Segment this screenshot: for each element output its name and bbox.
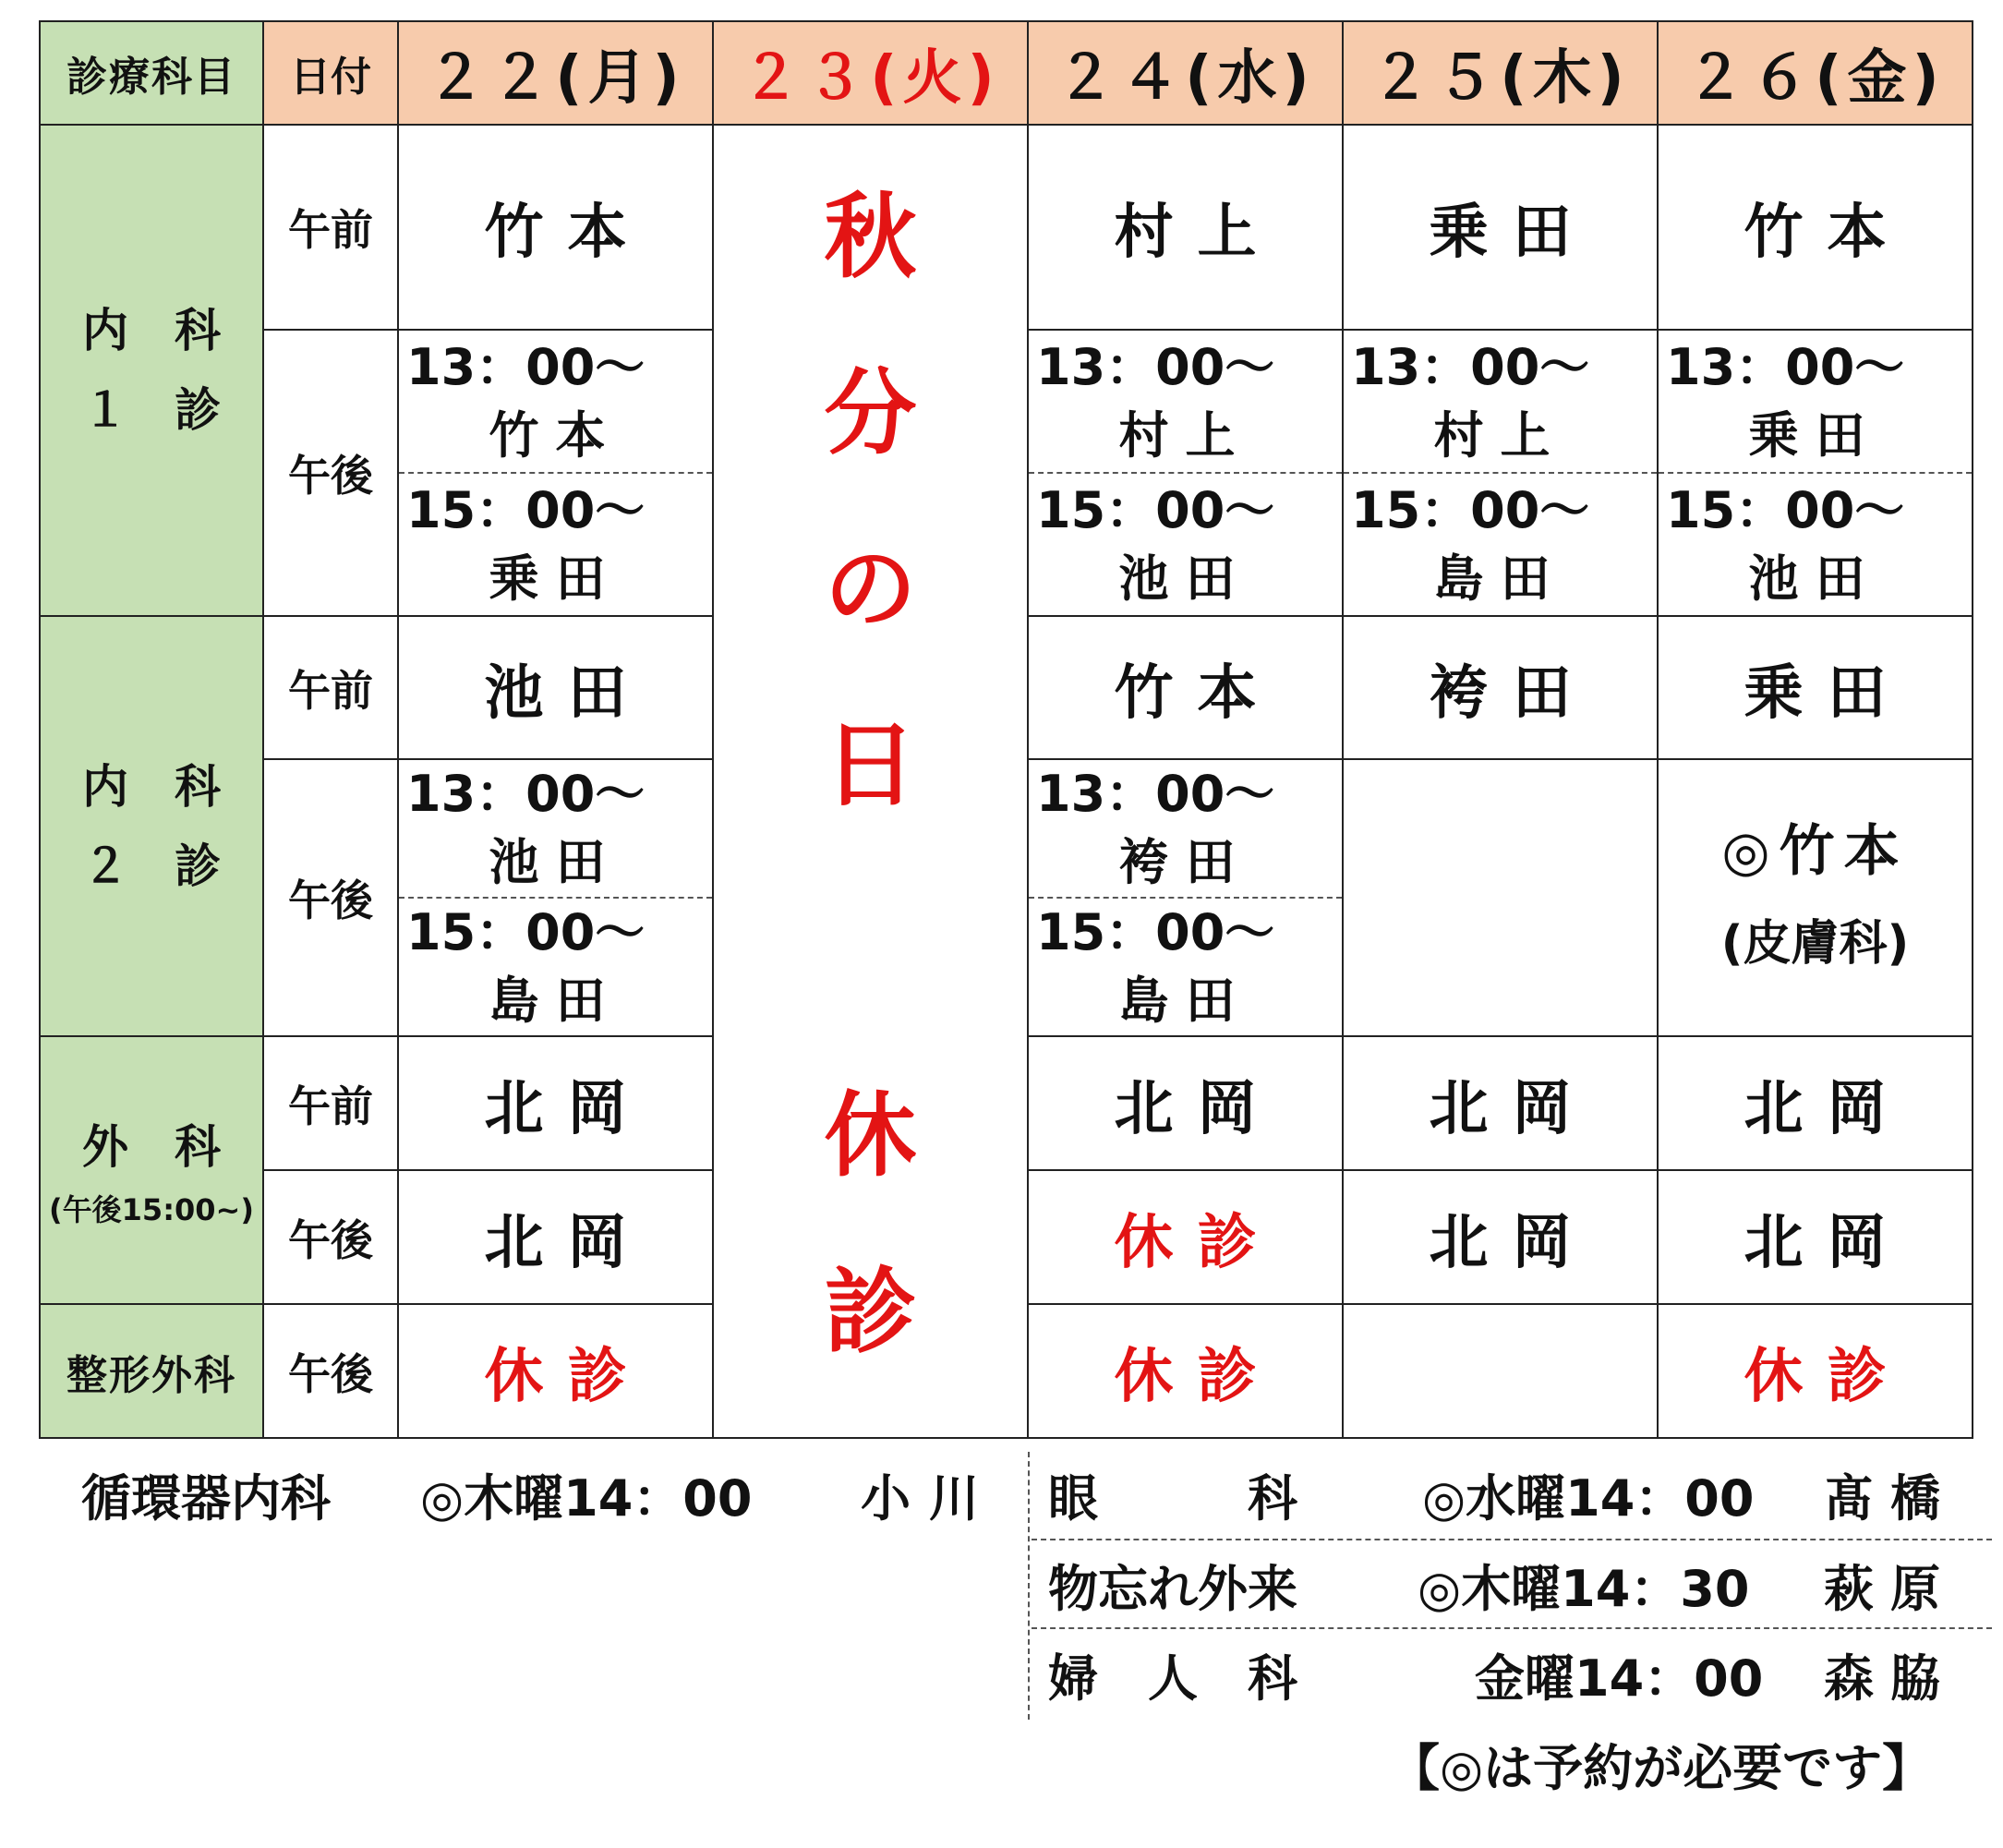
doctor-name: 池田 [489, 833, 622, 891]
holiday-char-4: 日 [824, 710, 917, 819]
period-pm: 午後 [263, 1304, 398, 1438]
naika1-am-wed: 村上 [1028, 125, 1343, 330]
header-day-fri: ２６(金) [1658, 21, 1973, 125]
geka-pm-fri: 北岡 [1658, 1170, 1973, 1304]
naika2-pm-thu-empty [1343, 759, 1658, 1036]
seikei-pm-thu [1343, 1304, 1658, 1438]
header-day-wed: ２４(水) [1028, 21, 1343, 125]
geka-pm-mon: 北岡 [398, 1170, 713, 1304]
dept-seikei: 整形外科 [40, 1304, 263, 1438]
footer-ganka-doctor: 髙橋 [1824, 1469, 1957, 1528]
time-label: 13：00～ [1036, 337, 1275, 396]
seikei-pm-fri: 休診 [1658, 1304, 1973, 1438]
geka-am-wed: 北岡 [1028, 1036, 1343, 1170]
naika1-pm-wed [1028, 330, 1343, 616]
holiday-char-3: の [824, 535, 917, 644]
dept-naika1 [40, 125, 263, 616]
naika1-am-fri: 竹本 [1658, 125, 1973, 330]
footer-divider [1028, 1452, 1030, 1720]
holiday-char-2: 分 [824, 358, 917, 467]
footer-fujinka-doctor: 森脇 [1824, 1649, 1957, 1708]
header-day-mon: ２２(月) [398, 21, 713, 125]
footer-fujinka-dept: 婦 人 科 [1048, 1649, 1297, 1708]
time-label: 13：00～ [1351, 337, 1590, 396]
seikei-pm-wed: 休診 [1028, 1304, 1343, 1438]
doctor-name: 竹本 [489, 405, 622, 465]
naika1-pm-thu [1343, 330, 1658, 616]
naika1-am-mon: 竹本 [398, 125, 713, 330]
footer-ganka-dept: 眼 科 [1048, 1469, 1297, 1528]
footer-reservation-note: 【◎は予約が必要です】 [1390, 1739, 1933, 1797]
footer-junkanki-dept: 循環器内科 [81, 1469, 331, 1528]
footer-monowasure-dept: 物忘れ外来 [1048, 1560, 1297, 1618]
naika2-pm-wed [1028, 759, 1343, 1036]
doctor-name: 乗田 [489, 549, 622, 608]
doctor-name: 島田 [1118, 972, 1252, 1030]
footer-separator [1032, 1627, 1992, 1629]
footer-fujinka-time: 金曜14：00 [1475, 1649, 1764, 1708]
naika1-pm-fri [1658, 330, 1973, 616]
naika2-pm-fri [1658, 759, 1973, 1036]
footer-junkanki-doctor: 小川 [861, 1469, 997, 1528]
time-label: 15：00～ [1036, 903, 1275, 961]
period-pm: 午後 [263, 330, 398, 616]
time-label: 13：00～ [406, 765, 646, 823]
doctor-name: 乗田 [1748, 405, 1882, 465]
period-am: 午前 [263, 616, 398, 759]
dept-naika1-line1: 内 科 [82, 304, 221, 357]
holiday-char-5: 休 [824, 1081, 917, 1190]
naika2-am-mon: 池田 [398, 616, 713, 759]
time-label: 13：00～ [1036, 765, 1275, 823]
time-label: 15：00～ [406, 480, 646, 539]
doctor-name: ◎竹本 [1721, 819, 1909, 884]
header-dept: 診療科目 [40, 21, 263, 125]
doctor-name: 村上 [1433, 405, 1567, 465]
holiday-column [713, 125, 1028, 1438]
dept-geka-label: 外 科 [82, 1120, 221, 1174]
geka-am-fri: 北岡 [1658, 1036, 1973, 1170]
geka-pm-thu: 北岡 [1343, 1170, 1658, 1304]
naika2-am-fri: 乗田 [1658, 616, 1973, 759]
period-pm: 午後 [263, 1170, 398, 1304]
time-label: 15：00～ [406, 903, 646, 961]
naika1-am-thu: 乗田 [1343, 125, 1658, 330]
dept-naika2-line2: ２ 診 [82, 839, 221, 893]
schedule-table [39, 20, 1973, 1439]
period-pm: 午後 [263, 759, 398, 1036]
dept-geka [40, 1036, 263, 1304]
holiday-char-1: 秋 [824, 183, 917, 291]
doctor-name: 村上 [1118, 405, 1252, 465]
time-label: 15：00～ [1036, 480, 1275, 539]
doctor-name: 島田 [489, 972, 622, 1030]
dept-naika1-line2: １ 診 [82, 383, 221, 437]
specialty-note: (皮膚科) [1720, 916, 1910, 972]
doctor-name: 池田 [1748, 549, 1882, 608]
geka-pm-wed: 休診 [1028, 1170, 1343, 1304]
time-label: 13：00～ [1666, 337, 1905, 396]
header-day-thu: ２５(木) [1343, 21, 1658, 125]
footer-separator [1032, 1539, 1992, 1540]
holiday-char-6: 診 [824, 1257, 917, 1366]
time-label: 15：00～ [1666, 480, 1905, 539]
geka-am-thu: 北岡 [1343, 1036, 1658, 1170]
doctor-name: 袴田 [1118, 833, 1252, 891]
footer-junkanki-time: ◎木曜14：00 [420, 1469, 753, 1528]
doctor-name: 島田 [1433, 549, 1567, 608]
geka-am-mon: 北岡 [398, 1036, 713, 1170]
period-am: 午前 [263, 125, 398, 330]
dept-naika2-line1: 内 科 [82, 759, 221, 814]
footer-monowasure-time: ◎木曜14：30 [1418, 1560, 1750, 1618]
header-date: 日付 [263, 21, 398, 125]
dept-geka-sub: (午後15:00~) [49, 1192, 254, 1227]
doctor-name: 池田 [1118, 549, 1252, 608]
time-label: 13：00～ [406, 337, 646, 396]
seikei-pm-mon: 休診 [398, 1304, 713, 1438]
naika2-pm-mon [398, 759, 713, 1036]
time-label: 15：00～ [1351, 480, 1590, 539]
naika1-pm-mon [398, 330, 713, 616]
dept-naika2 [40, 616, 263, 1036]
header-day-tue: ２３(火) [713, 21, 1028, 125]
period-am: 午前 [263, 1036, 398, 1170]
footer-monowasure-doctor: 萩原 [1824, 1560, 1957, 1618]
naika2-am-wed: 竹本 [1028, 616, 1343, 759]
footer-ganka-time: ◎水曜14：00 [1422, 1469, 1755, 1528]
naika2-am-thu: 袴田 [1343, 616, 1658, 759]
